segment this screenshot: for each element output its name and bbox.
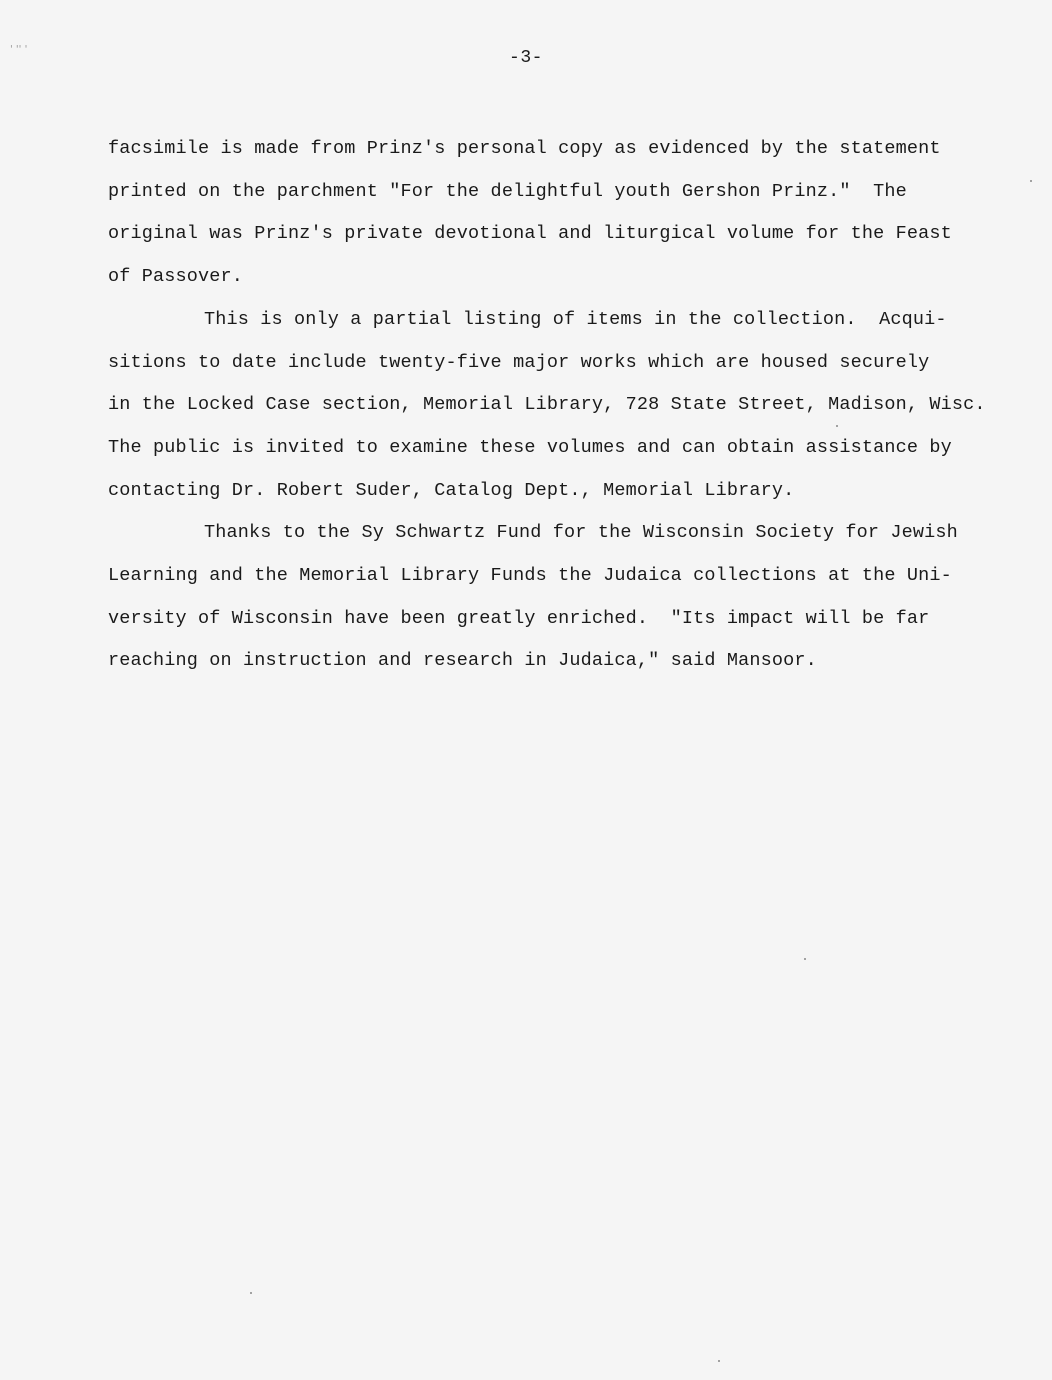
paper-speck <box>836 425 838 427</box>
text-line: Learning and the Memorial Library Funds the Judaica collections at the Uni- <box>108 565 952 587</box>
text-line: The public is invited to examine these volumes and can obtain assistance by <box>108 436 952 458</box>
text-line: in the Locked Case section, Memorial Library, 728 State Street, Madison, Wisc. <box>108 394 986 416</box>
text-line: reaching on instruction and research in Judaica," said Mansoor. <box>108 650 817 672</box>
paper-speck <box>718 1360 720 1362</box>
text-line: contacting Dr. Robert Suder, Catalog Dept., Memorial Library. <box>108 479 795 501</box>
text-line: facsimile is made from Prinz's personal copy as evidenced by the statement <box>108 138 941 159</box>
text-line: sitions to date include twenty-five major works which are housed securely <box>108 351 930 373</box>
text-line: versity of Wisconsin have been greatly enriched. "Its impact will be far <box>108 607 930 629</box>
paragraph-3 <box>108 512 958 683</box>
text-line: of Passover. <box>108 266 244 288</box>
text-line: printed on the parchment "For the delightful youth Gershon Prinz." The <box>108 180 907 202</box>
paper-speck <box>250 1292 252 1294</box>
text-line: Thanks to the Sy Schwartz Fund for the Wisconsin Society for Jewish <box>204 522 958 544</box>
scan-artifact: ' '' ' <box>10 44 28 55</box>
body-text <box>108 128 986 683</box>
paper-speck <box>1030 180 1032 182</box>
page-number: -3- <box>509 48 543 68</box>
paragraph-2 <box>108 299 986 513</box>
text-line: This is only a partial listing of items in the collection. Acqui- <box>204 308 947 330</box>
paper-speck <box>804 958 806 960</box>
text-line: original was Prinz's private devotional and liturgical volume for the Feast <box>108 223 952 245</box>
paragraph-1 <box>108 128 952 299</box>
